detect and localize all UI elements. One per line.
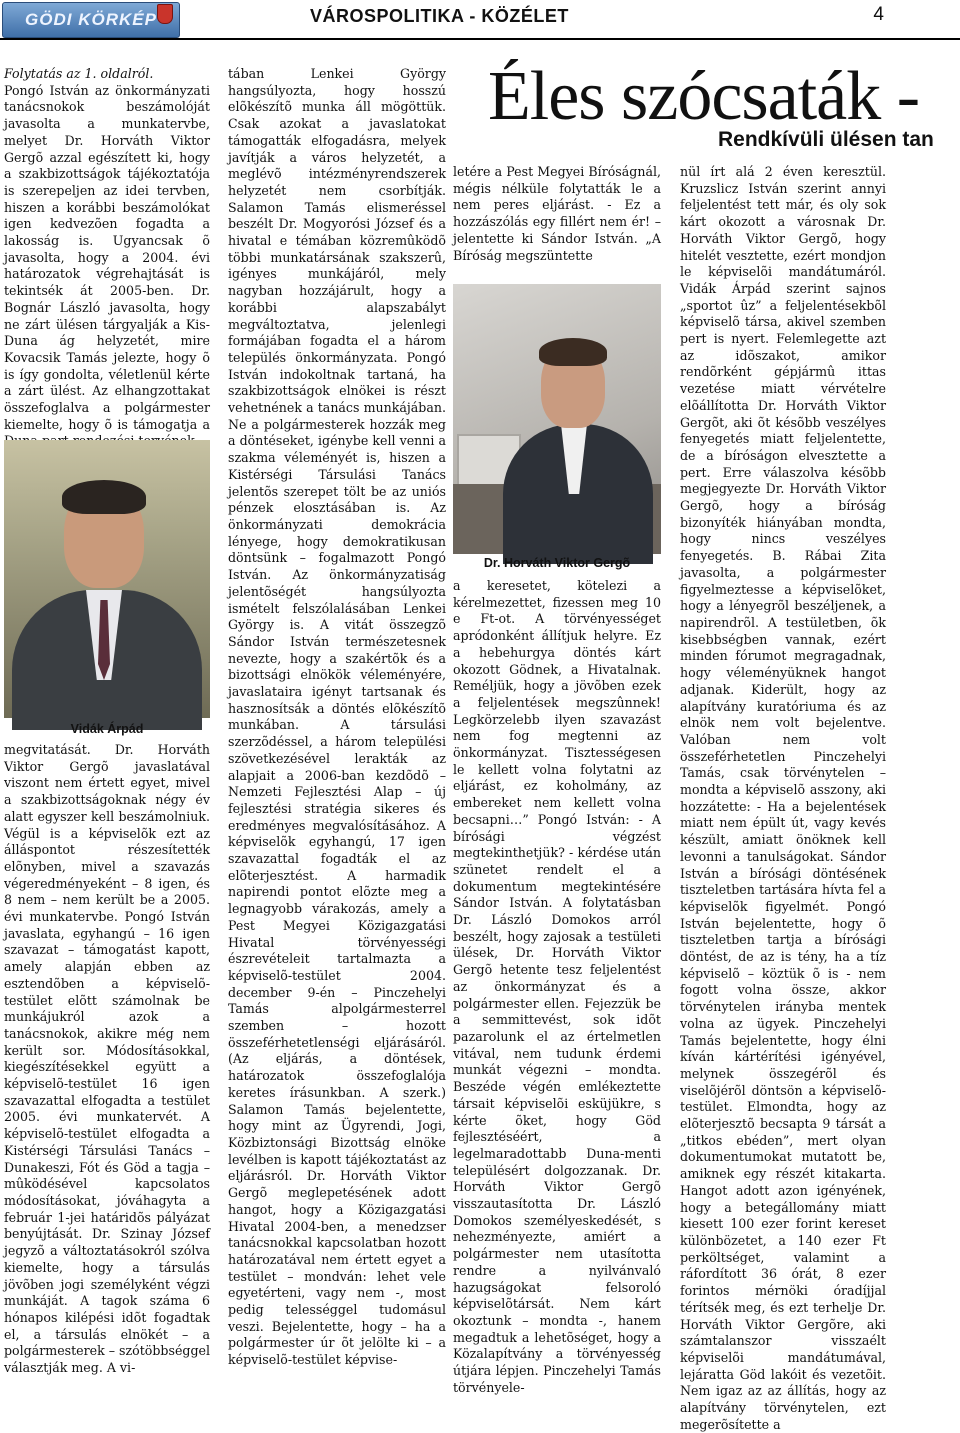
column-3-top-text: letére a Pest Megyei Bíróságnál, mégis nélküle folytatták le a nem peres eljárást. - Ez a hozzászólás egy fillért nem ér! – jelentette ki Sándor István. „A Bíróság megszüntette — [453, 164, 661, 263]
article-headline: Éles szócsaták - — [488, 58, 920, 135]
logo-text: GÖDI KÖRKÉP — [25, 10, 157, 29]
column-3-top — [453, 164, 661, 274]
photo-vidak-arpad — [4, 440, 210, 718]
column-1-top — [4, 66, 210, 436]
column-2 — [228, 66, 446, 1368]
photo-horvath-viktor-gergo — [453, 284, 661, 552]
column-2-text: tában Lenkei György hangsúlyozta, hogy hosszú elõkészítõ munka áll mögöttük. Csak azokat a javaslatokat támogatták elfogadásra, melyek javítják a város helyzetét, a meglévõ intézményrendszerek helyzetét nem csorbítják. Salamon Tamás elismeréssel beszélt Dr. Mogyorósi József és a hivatal e témában közremûködõ többi munkatársának szakszerû, igényes munkájáról, mely nagyban hozzájárult, hogy a korábbi alapszabályt megváltoztatva, jelenlegi formájában fogadta el a három település önkormányzata. Pongó István indokoltnak tartaná, ha szakbizottságok elnökei is részt vehetnének a tanács munkájában. Ne a polgármesterek hozzák meg a döntéseket, igénybe kell venni a szakma véleményét is, hiszen a Kistérségi Társulási Tanács jelentõs szerepet tölt be az uniós pénzek elosztásában is. Az önkormányzati demokrácia lényege, hogy demokratikusan döntsünk – fogalmazott Pongó István. Az önkormányzatiság jelentõségét hangsúlyozta ismételt felszólalásában Lenkei György is. A vitát összegzõ Sándor István természetesnek nevezte, hogy a szakértõk és a bizottsági elnökök véleményére, javaslataira igényt tartsanak és hasznosítsák a döntés elõkészítõ munkában. A társulási szerzõdéssel, a három települési szövetkezésével lerakták az alapjait a 2006-ban kezdõdõ – Nemzeti Fejlesztési Alap – új fejlesztési stratégia sikeres és eredményes megvalósításához. A képviselõk egyhangú, 17 igen szavazattal fogadták el az elõterjesztést. A harmadik napirendi pontot elõzte meg a legnagyobb várakozás, amely a Pest Megyei Közigazgatási Hivatal törvényességi észrevételeit tartalmazta a képviselõ-testület 2004. december 9-én – Pinczehelyi Tamás alpolgármesterrel szemben – hozott összeférhetetlenségi eljárásáról. (Az eljárás, a döntések, határozatok összefoglalója keretes írásunkban. A szerk.) Salamon Tamás bejelentette, hogy mint az Ügyrendi, Jogi, Közbiztonsági Bizottság elnöke levélben is kapott tájékoztatást az eljárásról. Dr. Horváth Viktor Gergõ meglepetésének adott hangot, hogy a Közigazgatási Hivatal 2004-ben, a menedzser tanácsnokkal kapcsolatban hozott határozatával nem értett egyet a testület – mondván: lehet vele egyetérteni, vagy nem -, most pedig telességgel tudomásul veszi. Bejelentette, hogy – ha a polgármester úr õt jelölte ki – a képviselõ-testület képvise- — [228, 66, 446, 1368]
column-4 — [680, 164, 886, 1432]
photo-caption-left: Vidák Árpád — [70, 722, 144, 736]
newspaper-logo — [2, 2, 180, 38]
column-3 — [453, 578, 661, 1395]
column-3-text: a keresetet, kötelezi a kérelmezettet, fizessen meg 10 e Ft-ot. A törvényességet apródonként állítjuk helyre. Ez a hebehurgya döntés kárt okozott Gödnek, a Hivatalnak. Reméljük, hogy a jövõben ezek a feljelentések megszûnnek! Legkörzelebb ilyen szavazást nem fog megtenni az önkormányzat. Tisztességesen le kellett volna folytatni az eljárást, ez koholmány, az embereket nem kellett volna becsapni…” Pongó István: - A bírósági végzést megtekinthetjük? - kérdése után szünetet rendelt el a dokumentum megtekintésére Sándor István. A folytatásban Dr. László Domokos arról beszélt, hogy zajosak a testületi ülések, Dr. Horváth Viktor Gergõ hetente tesz feljelentést az önkormányzat és a polgármester ellen. Fejezzük be a semmittevést, sok idõt pazarolunk el az értelmetlen vitával, nem tudunk érdemi munkát végezni – mondta. Beszéde végén emlékeztette társait képviselõi esküjükre, s kérte õket, hogy Göd fejlesztéséért, a legelmaradottabb Duna-menti településért dolgozzanak. Dr. Horváth Viktor Gergõ visszautasította Dr. László Domokos személyeskedését, s nehezményezte, amiért a polgármester nem utasította rendre a nyilvánvaló hazugságokat felsoroló képviselõtársát. Nem kárt okoztunk – mondta -, hanem megadtuk a lehetõséget, hogy a Közalapítvány a törvényesség útjára lépjen. Pinczehelyi Tamás törvényele- — [453, 578, 661, 1395]
continuation-note: Folytatás az 1. oldalról. — [4, 66, 154, 81]
section-title: VÁROSPOLITIKA - KÖZÉLET — [310, 6, 569, 26]
column-1b-text: megvitatását. Dr. Horváth Viktor Gergõ javaslatával viszont nem értett egyet, mivel a szakbizottságoknak négy év alatt egyszer kell beszámolniuk. Végül is a képviselõk ezt az álláspontot részesítették elõnyben, mivel a szavazás végeredményeként – 8 igen, és 8 nem – nem került be a 2005. évi munkatervbe. Pongó István javaslata, egyhangú – 16 igen szavazat – támogatást kapott, amely alapján ebben az esztendõben a képviselõ-testület elõtt számolnak be munkájukról azok a tanácsnokok, akikre még nem került sor. Módosításokkal, kiegészítésekkel együtt a képviselõ-testület 16 igen szavazattal elfogadta a testület 2005. évi munkatervét. A képviselõ-testület elfogadta a Kistérségi Társulási Tanács – Dunakeszi, Fót és Göd a tagja – mûködésével kapcsolatos módosításokat, jóváhagyta a február 1-jei határidõs pályázat benyújtását. Dr. Szinay József jegyzõ a változtatásokról szólva kiemelte, hogy a társulás jövõben jogi személyként végzi munkáját. A tagok száma 6 hónapos kilépési idõt fogadtak el, a társulás elnökét – a polgármesterek – szótöbbséggel választják meg. A vi- — [4, 742, 211, 1376]
page-number: 4 — [873, 4, 884, 25]
column-1-bottom — [4, 742, 211, 1376]
crest-icon — [157, 4, 173, 24]
column-4-text: nül írt alá 2 éven keresztül. Kruzslicz István szerint annyi feljelentést tett már, és oly sok kárt okozott a városnak Dr. Horváth Viktor Gergõ, hogy hitelét vesztette, ezért mondjon le képviselõi mandátumáról. Vidák Árpád szerint sajnos „sportot ûz” a feljelentésekbõl képviselõ társa, akivel szemben pert is nyert. Felemlegette azt az idõszakot, amikor rendõrként gépjármû ittas vezetése miatt vérvételre elõállította Dr. Horváth Viktor Gergõt, aki õt késõbb veszélyes fenyegetés miatt feljelentette, de a bíróságon elvesztette a pert. Erre válaszolva késõbb megjegyezte Dr. Horváth Viktor Gergõ, hogy a bíróság bizonyíték hiányában mondta, hogy nincs veszélyes fenyegetés. B. Rábai Zita javasolta, a polgármester figyelmeztesse a képviselõket, hogy a lényegrõl beszéljenek, a napirendrõl. A testületben, õk kisebbségben vannak, ezért minden fórumot megragadnak, hogy véleményüknek hangot adjanak. Kiderült, hogy az alapítvány kuratóriuma és az elnök nem volt bejelentve. Valóban nem volt összeférhetetlen Pinczehelyi Tamás, csak törvénytelen – mondta a képviselõ asszony, aki hozzátette: - Ha a bejelentések miatt nem épült út, vagy kevés készült, amiatt önöknek kell levonni a tanulságokat. Sándor István a bírósági döntésének tiszteletben tartására hívta fel a képviselõk figyelmét. Pongó István bejelentette, hogy õ tiszteletben tartja a bírósági döntést, de az is tény, ha a tíz képviselõ – köztük õ is - nem fogott volna össze, akkor törvénytelen irányba mentek volna az ügyek. Pinczehelyi Tamás bejelentette, hogy élni kíván kártérítési igényével, melynek összegérõl és viselõjérõl döntsön a képviselõ-testület. Elmondta, hogy az elõterjesztõ becsapta 9 társát a „titkos ebéden”, mert olyan dokumentumokat mutatott be, amiknek egy részét kitakarta. Hangot adott azon igényének, hogy a betegállomány miatt kiesett 100 ezer forint kereset különbözetet, a 140 ezer Ft perköltséget, valamint a ráfordított 36 órát, 8 ezer forintos mérnöki óradíjjal térítsék meg, és ezt terhelje Dr. Horváth Viktor Gergõre, aki számtalanszor visszaélt képviselõi mandátumával, lejáratta Göd lakóit és vezetõit. Nem igaz az az állítás, hogy az alapítvány törvénytelen, ezt megerõsítette a — [680, 164, 886, 1432]
article-subheadline: Rendkívüli ülésen tan — [718, 128, 934, 151]
column-1-text: Pongó István az önkormányzati tanácsnokok beszámolóját javasolta a munkatervbe, melyet Dr. Horváth Viktor Gergõ azzal egészített ki, hogy a szakbizottságok tájékoztatója is szerepeljen az idei tervben, hiszen a korábbi beszámolókat igen kedvezõen fogadta a lakosság is. Ugyancsak õ javasolta, hogy a 2004. évi határozatok végrehajtását is tekintsék át 2005-ben. Dr. Bognár László javasolta, hogy ne zárt ülésen tárgyalják a Kis-Duna ág helyzetét, mire Kovacsik Tamás jelezte, hogy õ is így gondolta, véletlenül kérte a zárt ülést. Az elhangzottakat összefoglalva a polgármester kiemelte, hogy õ is támogatja a — [4, 82, 210, 432]
page-header — [0, 0, 960, 40]
photo-caption-right: Dr. Horváth Viktor Gergõ — [483, 556, 631, 570]
